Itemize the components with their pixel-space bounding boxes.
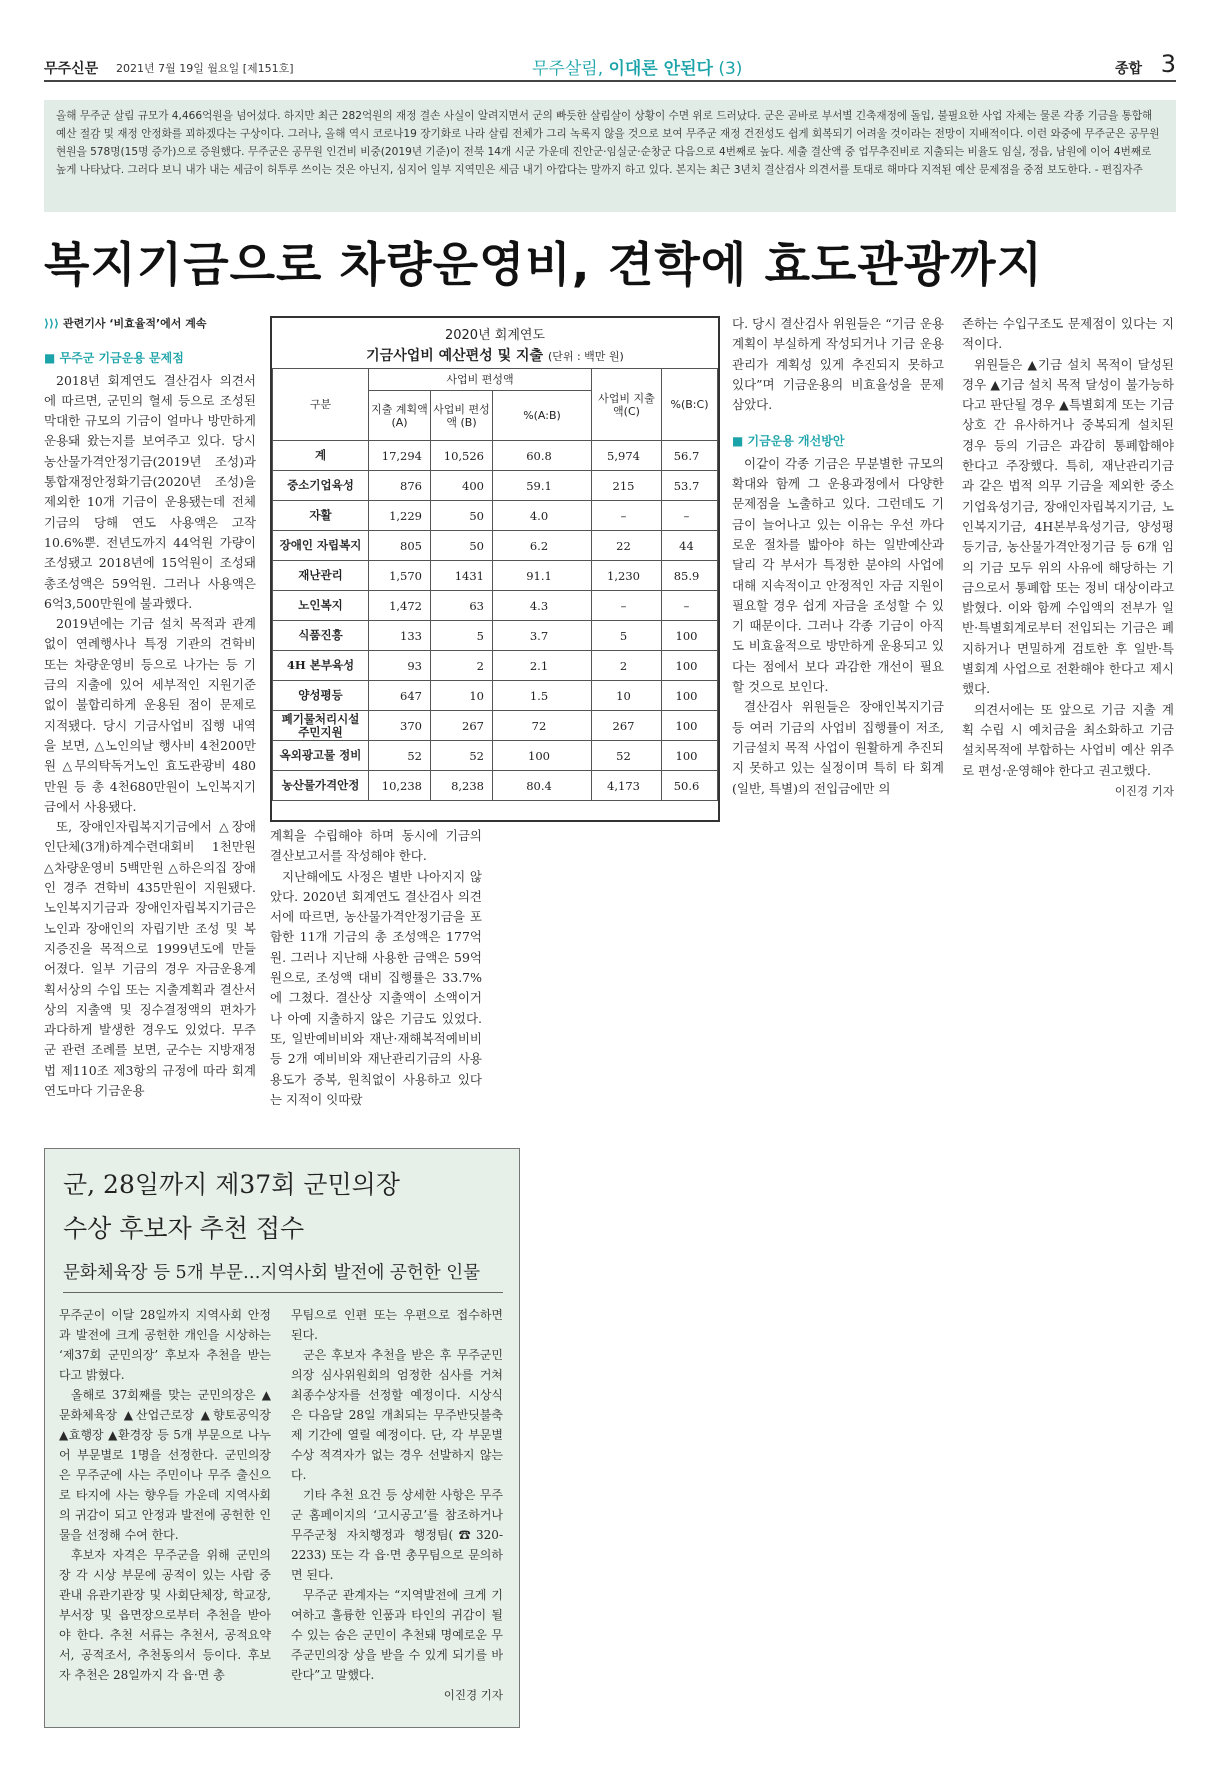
value-cell: 5 <box>431 621 493 651</box>
series-prefix: 무주살림, <box>532 59 609 79</box>
value-cell: 60.8 <box>493 441 592 471</box>
value-cell: 267 <box>431 711 493 741</box>
value-cell: 100 <box>662 681 718 711</box>
table-row <box>273 471 718 501</box>
value-cell: 2.1 <box>493 651 592 681</box>
value-cell: 22 <box>592 531 662 561</box>
value-cell: 4.0 <box>493 501 592 531</box>
fund-budget-table <box>272 368 718 801</box>
value-cell: 52 <box>369 741 431 771</box>
row-label-cell: 중소기업육성 <box>273 471 369 501</box>
value-cell: 267 <box>592 711 662 741</box>
table-row <box>273 561 718 591</box>
value-cell: 10,238 <box>369 771 431 801</box>
article-column-1 <box>44 314 256 1101</box>
value-cell: 44 <box>662 531 718 561</box>
value-cell: – <box>592 501 662 531</box>
page-number: 3 <box>1160 50 1176 78</box>
value-cell: 50 <box>431 501 493 531</box>
series-number: (3) <box>712 59 743 79</box>
article-column-4 <box>962 314 1174 801</box>
paragraph: 올해로 37회째를 맞는 군민의장은 ▲문화체육장 ▲산업근로장 ▲향토공익장 ▲효행장 ▲환경장 등 5개 부문으로 나누어 부문별로 1명을 선정한다. 군민의장은 무주군에 사는 주민이나 무주 출신으로 타지에 사는 향우들 가운데 지역사회의 귀감이 되고 안정과 발전에 공헌한 인물을 선정해 수여 한다. <box>59 1388 271 1542</box>
value-cell: – <box>662 501 718 531</box>
table-row <box>273 681 718 711</box>
table-title <box>272 345 718 365</box>
value-cell: 215 <box>592 471 662 501</box>
section-name: 종합 <box>1114 61 1142 77</box>
subhead-improvement: ■ 기금운용 개선방안 <box>732 434 845 449</box>
value-cell: 59.1 <box>493 471 592 501</box>
value-cell: 6.2 <box>493 531 592 561</box>
newspaper-name: 무주신문 <box>44 61 99 77</box>
value-cell: 3.7 <box>493 621 592 651</box>
table-row <box>273 591 718 621</box>
paragraph: 후보자 자격은 무주군을 위해 군민의장 각 시상 부문에 공적이 있는 사람 중 관내 유관기관장 및 사회단체장, 학교장, 부서장 및 읍면장으로부터 추천을 받아야 한다. 추천 서류는 추천서, 공적요약서, 공적조서, 추천동의서 등이다. 후보자 추천은 28일까지 각 읍·면 총 <box>59 1548 271 1682</box>
value-cell: 400 <box>431 471 493 501</box>
value-cell: 647 <box>369 681 431 711</box>
table-row <box>273 531 718 561</box>
value-cell: 10 <box>592 681 662 711</box>
value-cell: 5,974 <box>592 441 662 471</box>
value-cell: 1,472 <box>369 591 431 621</box>
value-cell: – <box>592 591 662 621</box>
value-cell: 72 <box>493 711 592 741</box>
header-ratio-ab: %(A:B) <box>493 391 592 441</box>
value-cell: 1,570 <box>369 561 431 591</box>
row-label-cell: 자활 <box>273 501 369 531</box>
value-cell: 100 <box>662 741 718 771</box>
value-cell: 93 <box>369 651 431 681</box>
value-cell: 805 <box>369 531 431 561</box>
page-header <box>44 52 1176 82</box>
paragraph: 존하는 수입구조도 문제점이 있다는 지적이다. <box>962 316 1174 352</box>
series-bold: 이대론 안된다 <box>608 59 713 79</box>
value-cell: 8,238 <box>431 771 493 801</box>
value-cell: 100 <box>662 711 718 741</box>
fund-budget-table-box <box>270 316 720 822</box>
table-year: 2020년 회계연도 <box>444 328 545 343</box>
paragraph: 다. 당시 결산검사 위원들은 “기금 운용계획이 부실하게 작성되거나 기금 운용관리가 계획성 있게 추진되지 못하고 있다”며 기금운용의 비효율성을 문제 삼았다. <box>732 316 944 413</box>
paragraph: 2018년 회계연도 결산검사 의견서에 따르면, 군민의 혈세 등으로 조성된 막대한 규모의 기금이 얼마나 방만하게 운용돼 왔는지를 보여주고 있다. 당시 농산물가격안정기금(2019년 조성)과 통합재정안정화기금(2020년 조성)을 제외한 10개 기금이 운용됐는데 전체기금의 당해 연도 사용액은 고작 10.6%뿐. 전년도까지 44억원 가량이 조성됐고 2018년에 15억원이 조성돼 총조성액은 59억원. 그러나 사용액은 6억3,500만원에 불과했다. <box>44 372 256 611</box>
main-headline: 복지기금으로 차량운영비, 견학에 효도관광까지 <box>44 238 1043 293</box>
table-row <box>273 441 718 471</box>
paragraph: 무주군 관계자는 “지역발전에 크게 기여하고 훌륭한 인품과 타인의 귀감이 될 수 있는 숨은 군민이 추천돼 명예로운 무주군민의장 상을 받을 수 있게 되기를 바란다”고 말했다. <box>291 1588 503 1682</box>
value-cell: 4,173 <box>592 771 662 801</box>
value-cell: 50 <box>431 531 493 561</box>
award-byline: 이진경 기자 <box>443 1688 503 1702</box>
paragraph: 이같이 각종 기금은 무분별한 규모의 확대와 함께 그 운용과정에서 다양한 문제점을 노출하고 있다. 그런데도 기금이 늘어나고 있는 이유는 우선 까다로운 절차를 밟아야 하는 일반예산과 달리 각 부서가 특정한 분야의 사업에 대해 지속적이고 안정적인 자금 지원이 필요할 경우 쉽게 자금을 조성할 수 있기 때문이다. 그러나 각종 기금이 아직도 비효율적으로 방만하게 운용되고 있다는 점에서 보다 과감한 개선이 필요할 것으로 보인다. <box>732 455 944 695</box>
value-cell: 2 <box>431 651 493 681</box>
value-cell: 52 <box>431 741 493 771</box>
arrow-icon: ⟩⟩⟩ <box>44 317 60 330</box>
paragraph: 계획을 수립해야 하며 동시에 기금의 결산보고서를 작성해야 한다. <box>270 828 482 864</box>
row-label-cell: 4H 본부육성 <box>273 651 369 681</box>
row-label-cell: 장애인 자립복지 <box>273 531 369 561</box>
row-label-cell: 양성평등 <box>273 681 369 711</box>
article-column-2 <box>270 826 482 1110</box>
article-column-3 <box>732 314 944 799</box>
value-cell: 63 <box>431 591 493 621</box>
table-row <box>273 711 718 741</box>
row-label-cell: 노인복지 <box>273 591 369 621</box>
paragraph: 지난해에도 사정은 별반 나아지지 않았다. 2020년 회계연도 결산검사 의견서에 따르면, 농산물가격안정기금을 포함한 11개 기금의 총 조성액은 177억원. 그러나 지난해 사용한 금액은 59억원으로, 조성액 대비 집행률은 33.7%에 그쳤다. 결산상 지출액이 소액이거나 아예 지출하지 않은 기금도 있었다. 또, 일반예비비와 재난·재해복적예비비 등 2개 예비비와 재난관리기금의 사용 용도가 중복, 원칙없이 사용하고 있다는 지적이 잇따랐 <box>270 868 482 1107</box>
value-cell: 370 <box>369 711 431 741</box>
value-cell: 17,294 <box>369 441 431 471</box>
paragraph: 기타 추천 요건 등 상세한 사항은 무주군 홈페이지의 ‘고시공고’를 참조하거나 무주군청 자치행정과 행정팀(☎320-2233) 또는 각 읍·면 총무팀으로 문의하면 된다. <box>291 1488 503 1582</box>
header-plan: 지출 계획액 (A) <box>369 391 431 441</box>
subhead-fund-problems: ■ 무주군 기금운용 문제점 <box>44 351 184 366</box>
value-cell: 91.1 <box>493 561 592 591</box>
table-row <box>273 621 718 651</box>
paragraph: 결산검사 위원들은 장애인복지기금 등 여러 기금의 사업비 집행률이 저조, 기금설치 목적 사업이 원활하게 추진되지 못하고 있는 실정이며 특히 타 회계(일반, 특별)의 전입금에만 의 <box>732 699 944 796</box>
value-cell: 5 <box>592 621 662 651</box>
value-cell: 100 <box>662 651 718 681</box>
table-unit: (단위 : 백만 원) <box>547 350 624 363</box>
header-category: 구분 <box>273 369 369 441</box>
value-cell: 1431 <box>431 561 493 591</box>
header-budget: 사업비 편성액 (B) <box>431 391 493 441</box>
table-row <box>273 741 718 771</box>
value-cell: 1,229 <box>369 501 431 531</box>
award-headline <box>63 1163 400 1251</box>
value-cell: 876 <box>369 471 431 501</box>
row-label-cell: 농산물가격안정 <box>273 771 369 801</box>
related-article-text: 관련기사 ‘비효율적’에서 계속 <box>62 317 207 330</box>
row-label-cell: 계 <box>273 441 369 471</box>
paragraph: 위원들은 ▲기금 설치 목적이 달성된 경우 ▲기금 설치 목적 달성이 불가능하다고 판단될 경우 ▲특별회계 또는 기금 상호 간 유사하거나 중복되게 설치된 경우 등의 기금은 과감히 통폐합해야 한다고 주장했다. 특히, 재난관리기금과 같은 법적 의무 기금을 제외한 중소기업육성기금, 장애인자립복지기금, 노인복지기금, 4H본부육성기금, 양성평등기금, 농산물가격안정기금 등 6개 임의 기금 모두 위의 사유에 해당하는 기금으로서 통폐합 또는 정비 대상이라고 밝혔다. 이와 함께 수입액의 전부가 일반·특별회계로부터 전입되는 기금은 폐지하거나 면밀하게 검토한 후 일반·특별회계 사업으로 전환해야 한다고 제시했다. <box>962 356 1174 697</box>
table-row <box>273 771 718 801</box>
value-cell: 10,526 <box>431 441 493 471</box>
value-cell: 52 <box>592 741 662 771</box>
value-cell: 1.5 <box>493 681 592 711</box>
table-row <box>273 651 718 681</box>
value-cell: 80.4 <box>493 771 592 801</box>
header-spent: 사업비 지출액(C) <box>592 369 662 441</box>
related-article-note <box>44 314 256 334</box>
row-label-cell: 식품진흥 <box>273 621 369 651</box>
issue-date: 2021년 7월 19일 월요일 [제151호] <box>116 62 294 75</box>
value-cell: 100 <box>662 621 718 651</box>
row-label-cell: 폐기물처리시설 주민지원 <box>273 711 369 741</box>
header-ratio-bc: %(B:C) <box>662 369 718 441</box>
paragraph: 2019년에는 기금 설치 목적과 관계없이 연례행사나 특정 기관의 견학비 또는 차량운영비 등으로 나가는 등 기금의 지출에 있어 세부적인 지원기준 없이 불합리하게 운용된 점이 문제로 지적됐다. 당시 기금사업비 집행 내역을 보면, △노인의날 행사비 4천200만원 △무의탁독거노인 효도관광비 480만원 등 총 4천680만원이 노인복지기금에서 사용됐다. <box>44 616 256 814</box>
table-title-text: 기금사업비 예산편성 및 지출 <box>366 348 544 364</box>
article-byline: 이진경 기자 <box>1114 783 1174 798</box>
value-cell: 85.9 <box>662 561 718 591</box>
editor-lead: 올해 무주군 살림 규모가 4,466억원을 넘어섰다. 하지만 최근 282억원의 재정 결손 사실이 알려지면서 군의 빠듯한 살림살이 상황이 수면 위로 드러났다. 군은 곧바로 부서별 긴축재정에 돌입, 불필요한 사업 자체는 물론 각종 기금을 통합해 예산 절감 및 재정 안정화를 꾀하겠다는 구상이다. 그러나, 올해 역시 코로나19 장기화로 나라 살림 전체가 그리 녹록지 않을 것으로 보여 무주군 재정 건전성도 쉽게 회복되기 어려울 것이라는 전망이 지배적이다. 이런 와중에 무주군은 공무원 현원을 578명(15명 증가)으로 증원했다. 무주군은 공무원 인건비 비중(2019년 기준)이 전북 14개 시군 가운데 진안군·임실군·순창군 다음으로 4번째로 높다. 세출 결산액 중 업무추진비로 지출되는 비율도 임실, 정읍, 남원에 이어 4번째로 높게 나타났다. 그러다 보니 내가 내는 세금이 허투루 쓰이는 것은 아닌지, 심지어 일부 지역민은 세금 내기 아깝다는 말까지 하고 있다. 본지는 최근 3년치 결산검사 의견서를 토대로 해마다 지적된 예산 문제점을 중점 보도한다. - 편집자주 <box>44 100 1176 212</box>
value-cell: 100 <box>493 741 592 771</box>
value-cell: 1,230 <box>592 561 662 591</box>
series-title <box>532 54 742 79</box>
award-subtitle: 문화체육장 등 5개 부문…지역사회 발전에 공헌한 인물 <box>63 1259 503 1293</box>
value-cell: 10 <box>431 681 493 711</box>
paragraph: 무팀으로 인편 또는 우편으로 접수하면 된다. <box>291 1308 503 1342</box>
award-column-2 <box>291 1305 503 1705</box>
paragraph: 군은 후보자 추천을 받은 후 무주군민의장 심사위원회의 엄정한 심사를 거쳐 최종수상자를 선정할 예정이다. 시상식은 다음달 28일 개최되는 무주반딧불축제 기간에 열릴 예정이다. 단, 각 부문별 수상 적격자가 없는 경우 선발하지 않는다. <box>291 1348 503 1482</box>
table-row <box>273 501 718 531</box>
value-cell: – <box>662 591 718 621</box>
row-label-cell: 옥외광고물 정비 <box>273 741 369 771</box>
value-cell: 53.7 <box>662 471 718 501</box>
paragraph: 무주군이 이달 28일까지 지역사회 안정과 발전에 크게 공헌한 개인을 시상하는 ‘제37회 군민의장’ 후보자 추천을 받는다고 밝혔다. <box>59 1308 271 1382</box>
paragraph: 의견서에는 또 앞으로 기금 지출 계획 수립 시 예치금을 최소화하고 기금 설치목적에 부합하는 사업비 예산 위주로 편성·운영해야 한다고 권고했다. <box>962 701 1174 778</box>
value-cell: 4.3 <box>493 591 592 621</box>
paragraph: 또, 장애인자립복지기금에서 △장애인단체(3개)하계수련대회비 1천만원 △차량운영비 5백만원 △하은의집 장애인 경주 견학비 435만원이 지원됐다. 노인복지기금과 장애인자립복지기금은 노인과 장애인의 자립기반 조성 및 복지증진을 목적으로 1999년도에 만들어졌다. 일부 기금의 경우 자금운용계획서상의 수입 또는 지출계획과 결산서 상의 지출액 및 징수결정액의 편차가 과다하게 발생한 경우도 있었다. 무주군 관련 조례를 보면, 군수는 지방재정법 제110조 제3항의 규정에 따라 회계연도마다 기금운용 <box>44 819 256 1098</box>
header-group: 사업비 편성액 <box>369 369 592 391</box>
value-cell: 56.7 <box>662 441 718 471</box>
award-column-1 <box>59 1305 271 1685</box>
award-news-box <box>44 1148 520 1728</box>
value-cell: 50.6 <box>662 771 718 801</box>
value-cell: 133 <box>369 621 431 651</box>
row-label-cell: 재난관리 <box>273 561 369 591</box>
value-cell: 2 <box>592 651 662 681</box>
award-headline-line1: 군, 28일까지 제37회 군민의장 <box>63 1170 400 1199</box>
award-headline-line2: 수상 후보자 추천 접수 <box>63 1214 305 1243</box>
